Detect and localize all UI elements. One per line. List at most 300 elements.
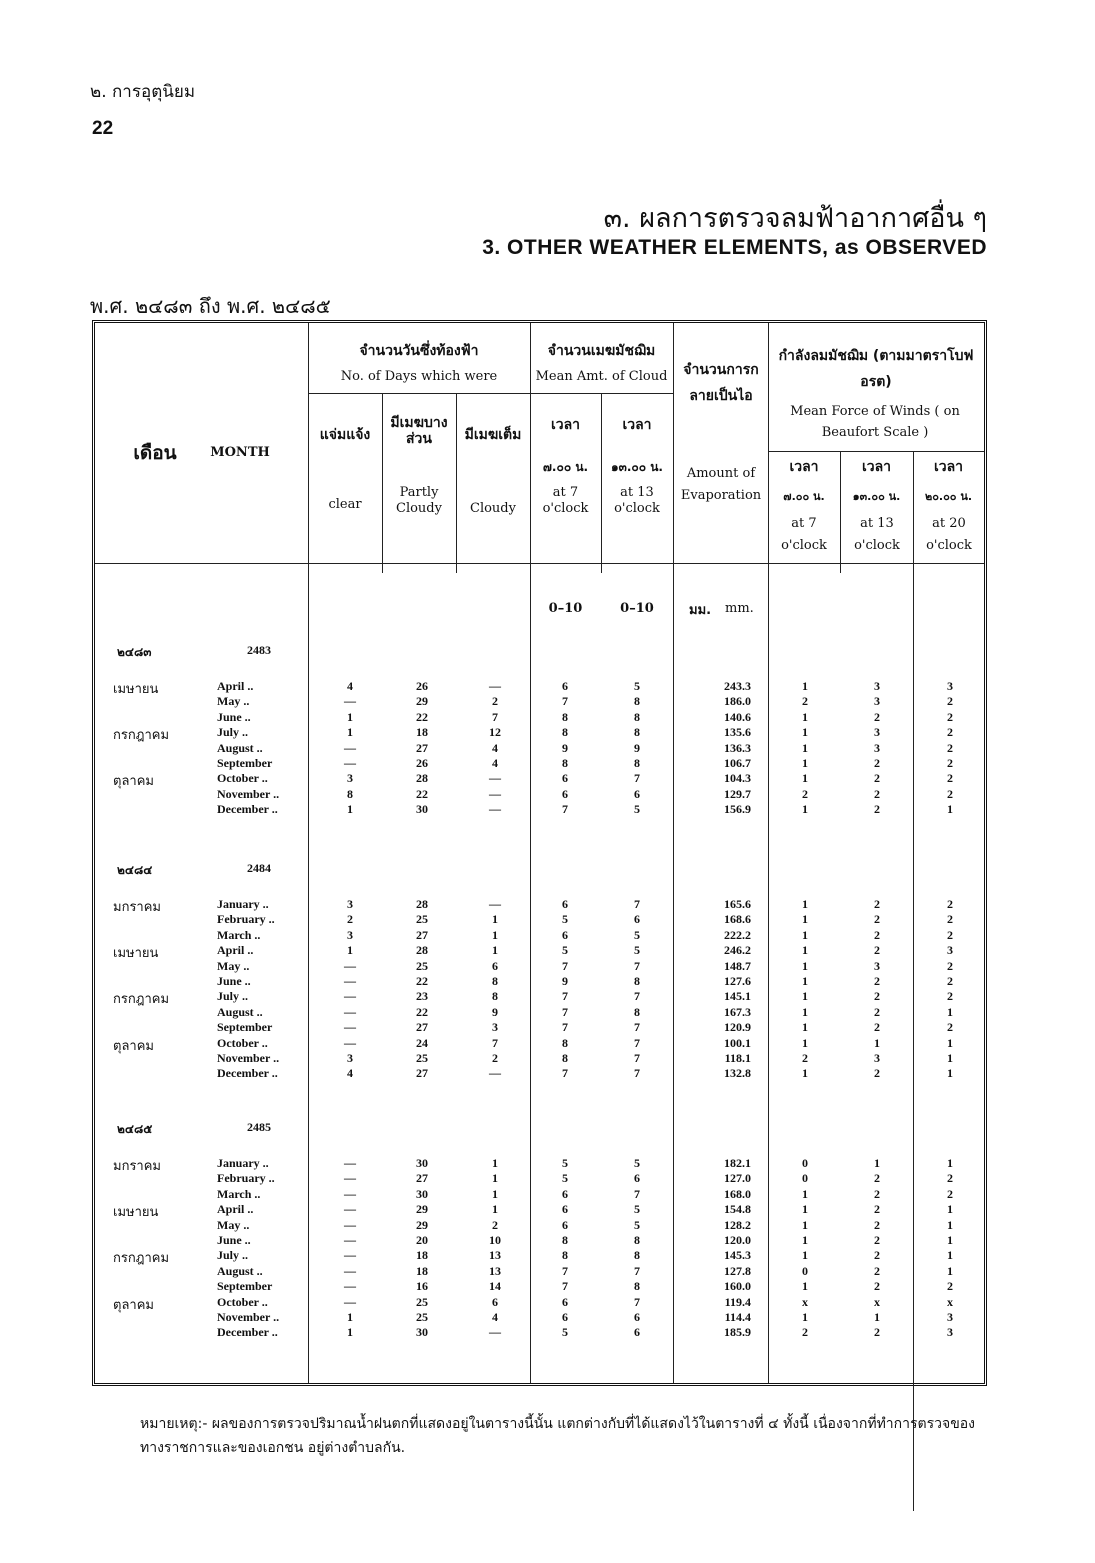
wind7-column <box>790 679 820 818</box>
wind20-column <box>935 679 965 818</box>
wind20-column <box>935 897 965 1082</box>
wind7-value: 2 <box>802 1050 808 1065</box>
clear-value: — <box>344 1156 356 1170</box>
partly-value: 30 <box>416 1156 428 1170</box>
wind7-value: 1 <box>802 1066 808 1081</box>
cloud7-value: 6 <box>562 927 568 942</box>
clear-value: 1 <box>347 709 353 724</box>
cloud13-value: 5 <box>634 1156 640 1170</box>
partly-value: 28 <box>416 771 428 786</box>
evap-value: 127.0 <box>724 1171 751 1186</box>
cloud7-value: 9 <box>562 740 568 755</box>
cloud13-column <box>622 679 652 818</box>
cloud13-value: 6 <box>634 1309 640 1324</box>
months-column <box>217 1156 307 1341</box>
clear-value: — <box>344 1186 356 1201</box>
month-name: November .. <box>217 786 280 801</box>
evap-value: 120.9 <box>724 1020 751 1035</box>
month-name: June .. <box>217 1232 251 1247</box>
year-ce: 2484 <box>247 861 271 875</box>
cloudy-value: 2 <box>492 1217 498 1232</box>
wind20-value: 1 <box>947 1050 953 1065</box>
season-label: มกราคม <box>113 1159 161 1174</box>
unit-cloud13: 0–10 <box>620 601 654 616</box>
months-column <box>217 897 307 1082</box>
cloud7-value: 7 <box>562 1066 568 1081</box>
season-label: กรกฎาคม <box>113 1251 170 1267</box>
divider <box>768 323 769 1383</box>
season-label: ตุลาคม <box>113 774 154 790</box>
partly-value: 29 <box>416 1202 428 1217</box>
wind7-value: 1 <box>802 1217 808 1232</box>
wind20-value: 2 <box>947 1186 953 1201</box>
cloud7-value: 6 <box>562 1202 568 1217</box>
cloud13-column <box>622 1156 652 1341</box>
cloudy-value: 10 <box>489 1232 501 1247</box>
cloudy-value: 1 <box>492 1156 498 1170</box>
wind7-value: 1 <box>802 1020 808 1035</box>
wind13-value: 3 <box>874 694 880 709</box>
cloudy-value: — <box>489 679 501 693</box>
wind7-value: 0 <box>802 1156 808 1170</box>
season-label: เมษายน <box>113 1205 159 1221</box>
wind7-value: 0 <box>802 1171 808 1186</box>
partly-header-thai: มีเมฆบางส่วน <box>390 415 448 447</box>
wind13-value: 2 <box>874 989 880 1004</box>
wind7-value: 1 <box>802 740 808 755</box>
clear-header-thai: แจ่มแจ้ง <box>319 427 371 443</box>
wind7-hour-english: at 7 o'clock <box>781 516 827 553</box>
cloud13-value: 7 <box>634 958 640 973</box>
cloud13-value: 7 <box>634 1050 640 1065</box>
evap-value: 168.0 <box>724 1186 751 1201</box>
month-name: April .. <box>217 679 254 693</box>
clear-value: — <box>344 1263 356 1278</box>
divider <box>308 323 309 1383</box>
clear-value: — <box>344 1294 356 1309</box>
cloud7-column <box>550 1156 580 1341</box>
cloud7-value: 5 <box>562 912 568 927</box>
cloud7-hour-thai: ๗.๐๐ น. <box>542 460 589 474</box>
clear-value: 1 <box>347 1309 353 1324</box>
partly-value: 16 <box>416 1279 428 1294</box>
wind20-value: 1 <box>947 1248 953 1263</box>
wind7-value: 1 <box>802 1248 808 1263</box>
evap-header-thai: จำนวนการกลายเป็นไอ <box>683 362 759 404</box>
running-header: ๒. การอุตุนิยม <box>90 82 196 102</box>
cloudy-value: 12 <box>489 725 501 740</box>
evap-value: 119.4 <box>724 1294 751 1309</box>
clear-value: 1 <box>347 1325 353 1340</box>
cloudy-value: — <box>489 1325 501 1340</box>
cloud13-value: 6 <box>634 1171 640 1186</box>
cloud13-value: 7 <box>634 1294 640 1309</box>
month-name: March .. <box>217 927 261 942</box>
cloud7-value: 5 <box>562 943 568 958</box>
wind20-value: 1 <box>947 1004 953 1019</box>
clear-value: — <box>344 1035 356 1050</box>
wind13-value: 1 <box>874 1309 880 1324</box>
clear-value: — <box>344 1171 356 1186</box>
year-thai: ๒๔๘๔ <box>117 863 153 877</box>
cloud13-value: 5 <box>634 679 640 693</box>
month-header-english: MONTH <box>210 445 270 460</box>
partly-value: 25 <box>416 1050 428 1065</box>
wind13-value: 2 <box>874 771 880 786</box>
clear-header-english: clear <box>328 497 362 512</box>
wind20-value: 2 <box>947 897 953 911</box>
evap-value: 185.9 <box>724 1325 751 1340</box>
cloud13-value: 7 <box>634 1263 640 1278</box>
cloud7-column <box>550 679 580 818</box>
wind13-value: 2 <box>874 1020 880 1035</box>
cloudy-value: 8 <box>492 973 498 988</box>
season-label: กรกฎาคม <box>113 992 170 1008</box>
cloudy-value: 1 <box>492 1186 498 1201</box>
wind7-value: 1 <box>802 897 808 911</box>
wind7-value: 1 <box>802 709 808 724</box>
evap-value: 246.2 <box>724 943 751 958</box>
wind13-column <box>862 679 892 818</box>
partly-value: 30 <box>416 802 428 817</box>
cloud13-value: 5 <box>634 1202 640 1217</box>
clear-value: — <box>344 694 356 709</box>
wind20-value: 3 <box>947 943 953 958</box>
weather-table <box>92 320 987 1386</box>
cloud7-value: 9 <box>562 973 568 988</box>
evap-value: 127.8 <box>724 1263 751 1278</box>
wind20-value: 2 <box>947 1020 953 1035</box>
clear-value: 8 <box>347 786 353 801</box>
wind7-value: 1 <box>802 679 808 693</box>
cloud7-column <box>550 897 580 1082</box>
partly-value: 18 <box>416 725 428 740</box>
partly-value: 27 <box>416 927 428 942</box>
wind13-value: 2 <box>874 1248 880 1263</box>
title-english: 3. OTHER WEATHER ELEMENTS, as OBSERVED <box>482 236 987 259</box>
wind7-time-thai: เวลา <box>789 459 819 475</box>
month-name: August .. <box>217 740 263 755</box>
partly-value: 25 <box>416 912 428 927</box>
month-name: December .. <box>217 1325 278 1340</box>
month-name: May .. <box>217 694 250 709</box>
wind20-value: 2 <box>947 1279 953 1294</box>
clear-column <box>335 897 365 1082</box>
clear-value: 2 <box>347 912 353 927</box>
cloud13-value: 5 <box>634 802 640 817</box>
wind20-value: 3 <box>947 679 953 693</box>
clear-value: — <box>344 1248 356 1263</box>
cloud7-value: 8 <box>562 1248 568 1263</box>
partly-value: 25 <box>416 1294 428 1309</box>
partly-value: 27 <box>416 1066 428 1081</box>
wind7-value: 2 <box>802 694 808 709</box>
wind13-value: 3 <box>874 679 880 693</box>
cloud7-value: 6 <box>562 786 568 801</box>
partly-value: 20 <box>416 1232 428 1247</box>
wind13-value: 2 <box>874 1186 880 1201</box>
month-name: July .. <box>217 989 249 1004</box>
evap-value: 222.2 <box>724 927 751 942</box>
wind13-value: 3 <box>874 1050 880 1065</box>
cloud7-time-thai: เวลา <box>550 417 581 433</box>
wind20-time-thai: เวลา <box>933 459 964 475</box>
month-header-thai: เดือน <box>133 442 177 464</box>
cloud7-value: 7 <box>562 694 568 709</box>
month-name: December .. <box>217 1066 278 1081</box>
clear-value: 1 <box>347 725 353 740</box>
month-name: June .. <box>217 709 251 724</box>
unit-cloud7: 0–10 <box>548 601 583 616</box>
clear-value: — <box>344 1279 356 1294</box>
cloudy-value: — <box>489 1066 501 1081</box>
clear-value: — <box>344 1202 356 1217</box>
cloudy-value: 2 <box>492 1050 498 1065</box>
partly-value: 30 <box>416 1325 428 1340</box>
cloudy-value: 13 <box>489 1248 501 1263</box>
cloud7-value: 7 <box>562 1004 568 1019</box>
wind13-time-thai: เวลา <box>861 459 892 475</box>
evap-value: 168.6 <box>724 912 751 927</box>
cloudy-value: 2 <box>492 694 498 709</box>
season-label: มกราคม <box>113 900 161 915</box>
wind20-hour-thai: ๒๐.๐๐ น. <box>924 490 973 503</box>
clear-value: — <box>344 1004 356 1019</box>
cloudy-value: 1 <box>492 1202 498 1217</box>
cloud13-value: 5 <box>634 943 640 958</box>
cloud13-value: 6 <box>634 786 640 801</box>
cloudy-column <box>480 897 510 1082</box>
evap-value: 148.7 <box>724 958 751 973</box>
wind-group-english: Mean Force of Winds ( on Beaufort Scale ) <box>790 404 960 440</box>
partly-value: 28 <box>416 943 428 958</box>
wind7-value: 1 <box>802 771 808 786</box>
wind20-value: 1 <box>947 1156 953 1170</box>
clear-value: — <box>344 1232 356 1247</box>
clear-value: 3 <box>347 897 353 911</box>
partly-value: 22 <box>416 786 428 801</box>
partly-value: 28 <box>416 897 428 911</box>
cloud13-value: 5 <box>634 1217 640 1232</box>
month-name: August .. <box>217 1263 263 1278</box>
month-name: March .. <box>217 1186 261 1201</box>
wind20-value: 1 <box>947 1066 953 1081</box>
clear-value: — <box>344 755 356 770</box>
partly-value: 26 <box>416 755 428 770</box>
cloudy-value: 6 <box>492 1294 498 1309</box>
unit-evap-english: mm. <box>725 601 754 616</box>
year-ce: 2485 <box>247 1120 271 1134</box>
clear-value: 4 <box>347 679 353 693</box>
wind13-value: 2 <box>874 897 880 911</box>
month-name: December .. <box>217 802 278 817</box>
wind20-hour-english: at 20 o'clock <box>926 516 972 553</box>
month-name: May .. <box>217 958 250 973</box>
wind13-value: 2 <box>874 927 880 942</box>
clear-value: 1 <box>347 802 353 817</box>
evap-value: 145.3 <box>724 1248 751 1263</box>
partly-value: 29 <box>416 1217 428 1232</box>
wind7-value: 1 <box>802 755 808 770</box>
wind20-column <box>935 1156 965 1341</box>
clear-value: — <box>344 1020 356 1035</box>
month-name: September <box>217 1020 273 1035</box>
cloudy-column <box>480 1156 510 1341</box>
month-name: January .. <box>217 897 269 911</box>
cloud7-value: 7 <box>562 1279 568 1294</box>
evap-value: 243.3 <box>724 679 751 693</box>
evap-value: 136.3 <box>724 740 751 755</box>
wind7-value: x <box>802 1294 808 1309</box>
clear-value: — <box>344 989 356 1004</box>
cloud7-value: 8 <box>562 1232 568 1247</box>
cloud7-value: 7 <box>562 1020 568 1035</box>
evap-value: 140.6 <box>724 709 751 724</box>
partly-value: 27 <box>416 740 428 755</box>
divider <box>456 393 457 573</box>
evap-value: 129.7 <box>724 786 751 801</box>
partly-value: 18 <box>416 1248 428 1263</box>
wind7-value: 1 <box>802 912 808 927</box>
cloud13-value: 8 <box>634 973 640 988</box>
cloud13-value: 7 <box>634 1020 640 1035</box>
cloud7-value: 7 <box>562 989 568 1004</box>
month-name: October .. <box>217 1294 268 1309</box>
wind7-value: 1 <box>802 802 808 817</box>
cloud13-value: 8 <box>634 755 640 770</box>
evap-value: 127.6 <box>724 973 751 988</box>
wind13-column <box>862 1156 892 1341</box>
month-name: June .. <box>217 973 251 988</box>
cloud13-value: 8 <box>634 725 640 740</box>
wind20-value: 3 <box>947 1325 953 1340</box>
cloud7-hour-english: at 7 o'clock <box>542 485 589 516</box>
month-name: February .. <box>217 912 275 927</box>
wind20-value: 2 <box>947 709 953 724</box>
cloudy-value: 9 <box>492 1004 498 1019</box>
month-name: October .. <box>217 1035 268 1050</box>
season-label: กรกฎาคม <box>113 728 170 744</box>
cloud13-value: 9 <box>634 740 640 755</box>
days-group-thai: จำนวนวันซึ่งท้องฟ้า <box>359 343 479 359</box>
month-name: August .. <box>217 1004 263 1019</box>
wind13-value: 1 <box>874 1156 880 1170</box>
wind13-value: 2 <box>874 1263 880 1278</box>
cloud-group-thai: จำนวนเมฆมัชฌิม <box>547 343 656 359</box>
cloud7-value: 6 <box>562 1217 568 1232</box>
cloudy-header-english: Cloudy <box>470 501 516 516</box>
month-name: July .. <box>217 1248 249 1263</box>
cloud13-value: 8 <box>634 694 640 709</box>
wind7-column <box>790 1156 820 1341</box>
wind7-value: 1 <box>802 1309 808 1324</box>
evap-value: 186.0 <box>724 694 751 709</box>
partly-value: 18 <box>416 1263 428 1278</box>
cloud7-value: 6 <box>562 771 568 786</box>
clear-value: 4 <box>347 1066 353 1081</box>
cloudy-value: — <box>489 786 501 801</box>
month-name: April .. <box>217 1202 254 1217</box>
wind20-value: 3 <box>947 1309 953 1324</box>
evap-value: 120.0 <box>724 1232 751 1247</box>
cloudy-value: 14 <box>489 1279 501 1294</box>
partly-value: 25 <box>416 1309 428 1324</box>
wind13-value: 2 <box>874 973 880 988</box>
cloudy-value: 7 <box>492 709 498 724</box>
cloud13-value: 8 <box>634 1279 640 1294</box>
wind20-value: 2 <box>947 694 953 709</box>
cloudy-value: 8 <box>492 989 498 1004</box>
wind7-value: 1 <box>802 1004 808 1019</box>
evap-value: 132.8 <box>724 1066 751 1081</box>
wind7-value: 1 <box>802 1279 808 1294</box>
cloudy-value: 1 <box>492 943 498 958</box>
wind13-value: 3 <box>874 740 880 755</box>
partly-value: 23 <box>416 989 428 1004</box>
clear-value: — <box>344 958 356 973</box>
wind13-hour-english: at 13 o'clock <box>854 516 900 553</box>
evap-value: 182.1 <box>724 1156 751 1170</box>
months-column <box>217 679 307 818</box>
cloud7-value: 8 <box>562 709 568 724</box>
month-name: February .. <box>217 1171 275 1186</box>
divider <box>913 451 914 1511</box>
cloud13-value: 8 <box>634 1248 640 1263</box>
wind13-value: 2 <box>874 786 880 801</box>
cloudy-value: 3 <box>492 1020 498 1035</box>
wind7-value: 0 <box>802 1263 808 1278</box>
wind20-value: 2 <box>947 973 953 988</box>
month-name: September <box>217 1279 273 1294</box>
cloud-group-english: Mean Amt. of Cloud <box>535 369 668 384</box>
wind13-value: x <box>874 1294 880 1309</box>
wind20-value: 2 <box>947 989 953 1004</box>
wind7-value: 2 <box>802 786 808 801</box>
month-name: July .. <box>217 725 249 740</box>
partly-value: 25 <box>416 958 428 973</box>
season-label: เมษายน <box>113 682 159 697</box>
cloud7-value: 5 <box>562 1171 568 1186</box>
evap-value: 106.7 <box>724 755 751 770</box>
evap-value: 167.3 <box>724 1004 751 1019</box>
season-label: ตุลาคม <box>113 1038 154 1054</box>
wind20-value: x <box>947 1294 953 1309</box>
clear-value: 3 <box>347 927 353 942</box>
cloud7-value: 5 <box>562 1156 568 1170</box>
wind20-value: 2 <box>947 1171 953 1186</box>
cloud7-value: 8 <box>562 755 568 770</box>
cloud13-hour-english: at 13 o'clock <box>614 485 660 516</box>
wind7-value: 1 <box>802 973 808 988</box>
cloud13-hour-thai: ๑๓.๐๐ น. <box>611 460 663 474</box>
page-number: 22 <box>92 118 114 139</box>
cloud13-value: 8 <box>634 1232 640 1247</box>
wind7-value: 1 <box>802 1035 808 1050</box>
wind7-value: 1 <box>802 943 808 958</box>
wind13-value: 2 <box>874 1004 880 1019</box>
partly-value: 22 <box>416 1004 428 1019</box>
cloud7-value: 8 <box>562 1050 568 1065</box>
season-label: ตุลาคม <box>113 1297 154 1313</box>
wind20-value: 2 <box>947 958 953 973</box>
month-name: November .. <box>217 1309 280 1324</box>
clear-value: 1 <box>347 943 353 958</box>
cloudy-value: 13 <box>489 1263 501 1278</box>
partly-value: 27 <box>416 1171 428 1186</box>
wind13-value: 2 <box>874 1066 880 1081</box>
cloudy-value: 4 <box>492 755 498 770</box>
cloud13-value: 6 <box>634 912 640 927</box>
